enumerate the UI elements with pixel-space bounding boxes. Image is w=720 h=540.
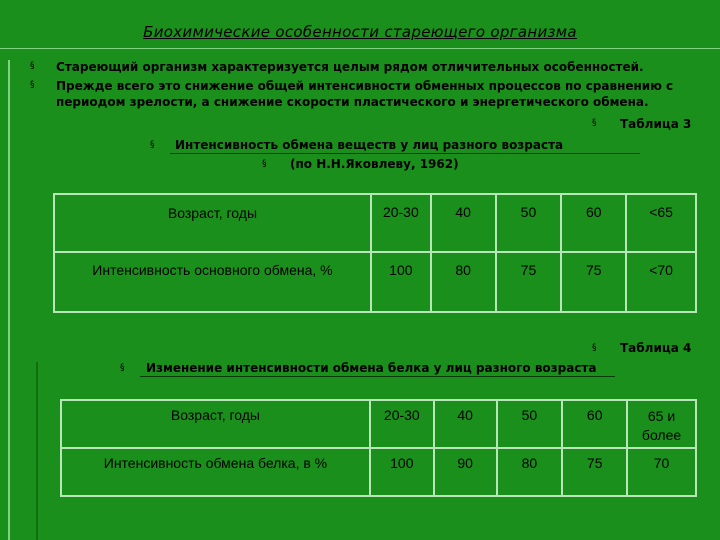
bullet-icon: § (150, 140, 155, 150)
table-cell: Возраст, годы (54, 194, 371, 252)
bullet-text-3: периодом зрелости, а снижение скорости пластического и энергетического обмена. (56, 95, 649, 109)
table-cell: 80 (497, 448, 563, 496)
table3-source: (по Н.Н.Яковлеву, 1962) (290, 157, 459, 171)
bullet-icon: § (30, 61, 35, 71)
bullet-icon: § (120, 363, 125, 373)
table-cell: 60 (561, 194, 626, 252)
bullet-icon: § (30, 80, 35, 90)
table3-caption: Интенсивность обмена веществ у лиц разного возраста (175, 138, 564, 152)
table-row (61, 400, 696, 448)
table-cell: 75 (561, 252, 626, 312)
table-cell: 100 (370, 448, 434, 496)
table-cell: Интенсивность обмена белка, в % (61, 448, 370, 496)
frame-line-top (0, 48, 720, 49)
table-cell: 90 (434, 448, 497, 496)
table-cell: Интенсивность основного обмена, % (54, 252, 371, 312)
bullet-icon: § (262, 159, 267, 169)
bullet-icon: § (592, 118, 597, 128)
table-cell: 20-30 (370, 400, 434, 448)
caption-underline (170, 153, 640, 154)
table-row (61, 448, 696, 496)
table-cell: Возраст, годы (61, 400, 370, 448)
frame-line-left (8, 60, 10, 540)
table4-caption: Изменение интенсивности обмена белка у лиц разного возраста (146, 361, 597, 375)
table4 (60, 399, 697, 497)
frame-line-mid (36, 362, 38, 540)
table-cell: <70 (626, 252, 696, 312)
bullet-icon: § (592, 343, 597, 353)
table-cell: 70 (627, 448, 696, 496)
page-title: Биохимические особенности стареющего организма (143, 23, 577, 41)
bullet-text-2: Прежде всего это снижение общей интенсивности обменных процессов по сравнению с (56, 79, 674, 93)
table-cell: 50 (497, 400, 563, 448)
bullet-text-1: Стареющий организм характеризуется целым рядом отличительных особенностей. (56, 60, 644, 74)
table-row (54, 252, 696, 312)
table3 (53, 193, 697, 313)
table-cell: 40 (431, 194, 496, 252)
table-cell: 80 (431, 252, 496, 312)
table3-label: Таблица 3 (620, 117, 692, 131)
caption-underline (140, 376, 615, 377)
table-cell: 40 (434, 400, 497, 448)
table4-label: Таблица 4 (620, 341, 692, 355)
table-cell: 100 (371, 252, 431, 312)
table-cell: 20-30 (371, 194, 431, 252)
table-cell: 75 (496, 252, 562, 312)
table-cell: 75 (562, 448, 627, 496)
table-cell: <65 (626, 194, 696, 252)
table-cell: 60 (562, 400, 627, 448)
table-cell: 50 (496, 194, 562, 252)
table-cell: 65 и более (627, 400, 696, 448)
table-row (54, 194, 696, 252)
